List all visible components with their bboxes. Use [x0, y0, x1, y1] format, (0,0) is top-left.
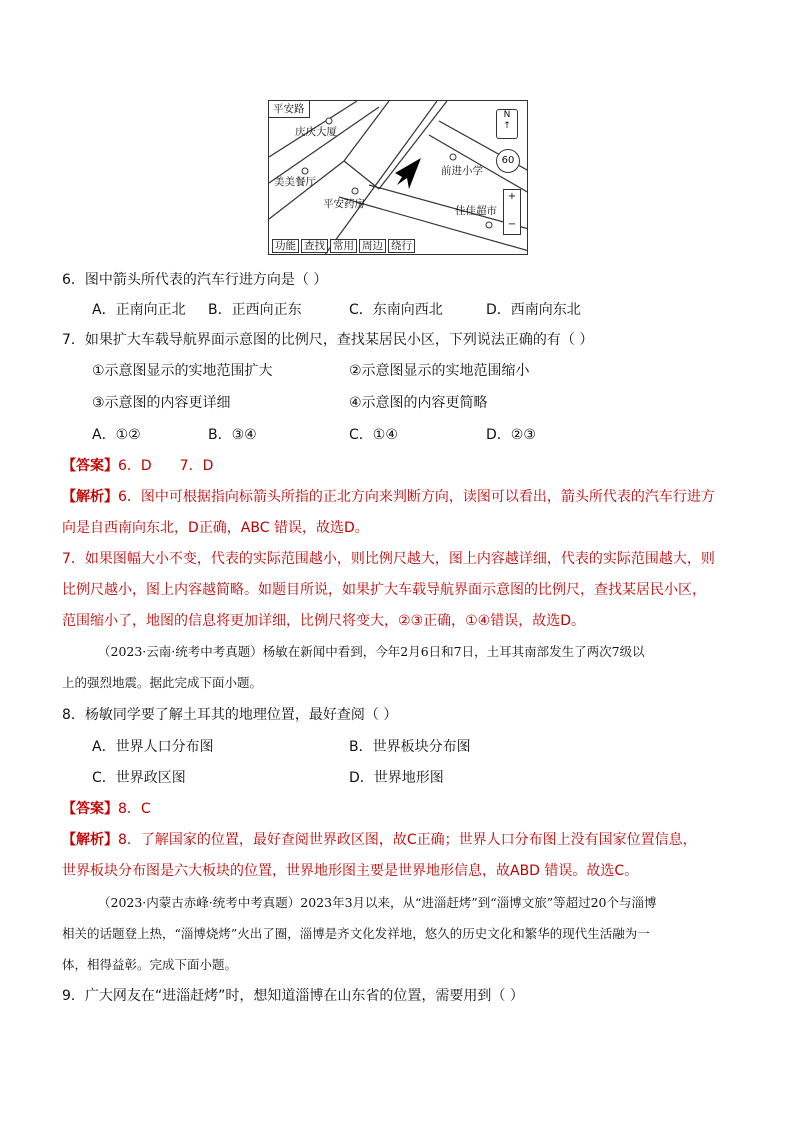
q8-option-d: D．世界地形图: [349, 770, 444, 786]
intro-3-line-3: 体，相得益彰。完成下面小题。: [62, 957, 238, 972]
toolbar-detour-button[interactable]: 绕行: [388, 239, 415, 253]
intro-3-line-2: 相关的话题登上热，“淄博烧烤”火出了圈，淄博是齐文化发祥地，悠久的历史文化和繁华的现代生活融为一: [62, 926, 650, 941]
analysis-line-5: 范围缩小了，地图的信息将更加详细，比例尺将变大，②③正确，①④错误，故选D。: [62, 613, 585, 629]
q8-option-c: C．世界政区图: [92, 770, 186, 786]
place-meimei-restaurant: 美美餐厅: [274, 176, 316, 188]
q7-option-b: B．③④: [208, 427, 257, 443]
q7-statement-3: ③示意图的内容更详细: [92, 395, 231, 411]
q6-option-c: C．东南向西北: [349, 302, 443, 318]
question-6: 6．图中箭头所代表的汽车行进方向是（ ）: [62, 272, 328, 288]
map-toolbar: [272, 239, 415, 253]
road-label: 平安路: [269, 101, 310, 118]
q6-option-d: D．西南向东北: [486, 302, 581, 318]
speed-limit-sign: 60: [496, 149, 520, 173]
q8-option-b: B．世界板块分布图: [349, 739, 471, 755]
intro-3-line-1: （2023·内蒙古赤峰·统考中考真题）2023年3月以来，从“进淄赶烤”到“淄博文旅”等超过20个与淄博: [98, 895, 657, 910]
answer-block-2: [62, 799, 151, 819]
navigation-map-figure: [268, 100, 528, 255]
place-jiajia-market: 佳佳超市: [455, 205, 497, 217]
answer-tag: 【答案】: [62, 801, 118, 817]
zoom-control[interactable]: [503, 189, 521, 235]
toolbar-common-button[interactable]: 常用: [330, 239, 357, 253]
question-8: 8．杨敏同学要了解土耳其的地理位置，最好查阅（ ）: [62, 707, 398, 723]
question-9: 9．广大网友在“进淄赶烤”时，想知道淄博在山东省的位置，需要用到（ ）: [62, 988, 524, 1004]
answer-value: 8．C: [118, 801, 151, 817]
zoom-in-button[interactable]: +: [507, 191, 517, 202]
question-7: 7．如果扩大车载导航界面示意图的比例尺，查找某居民小区，下列说法正确的有（ ）: [62, 332, 594, 348]
answer-block-1: [62, 456, 213, 476]
toolbar-function-button[interactable]: 功能: [272, 239, 299, 253]
q6-option-b: B．正西向正东: [208, 302, 302, 318]
analysis-line-4: 比例尺越小，图上内容越简略。如题目所说，如果扩大车载导航界面示意图的比例尺，查找某居民小区，: [62, 582, 706, 598]
intro-2-line-2: 上的强烈地震。据此完成下面小题。: [62, 675, 263, 690]
q7-option-a: A．①②: [92, 427, 141, 443]
q8-option-a: A．世界人口分布图: [92, 739, 214, 755]
toolbar-nearby-button[interactable]: 周边: [359, 239, 386, 253]
answer-value: 6．D 7．D: [118, 458, 214, 474]
analysis-line-3: 7．如果图幅大小不变，代表的实际范围越小，则比例尺越大，图上内容越详细，代表的实际范围越大，则: [62, 551, 715, 567]
analysis-line-2: 向是自西南向东北，D正确，ABC 错误，故选D。: [62, 520, 369, 536]
analysis-2-line-2: 世界板块分布图是六大板块的位置，世界地形图主要是世界地形信息，故ABD 错误。故选C。: [62, 863, 639, 879]
intro-2-line-1: （2023·云南·统考中考真题）杨敏在新闻中看到，今年2月6日和7日，土耳其南部发生了两次7级以: [98, 644, 645, 659]
q7-option-d: D．②③: [486, 427, 536, 443]
analysis-tag: 【解析】: [62, 489, 118, 505]
q7-option-c: C．①④: [349, 427, 398, 443]
zoom-out-button[interactable]: −: [507, 219, 517, 230]
analysis-line-1: 【解析】6．图中可根据指向标箭头所指的正北方向来判断方向，读图可以看出，箭头所代表的汽车行进方: [62, 489, 715, 505]
place-qingqing-building: 庆庆大厦: [295, 126, 337, 138]
compass-north-icon: N ↑: [496, 109, 518, 139]
place-qianjin-school: 前进小学: [441, 165, 483, 177]
q7-statement-4: ④示意图的内容更简略: [349, 395, 488, 411]
q7-statement-1: ①示意图显示的实地范围扩大: [92, 363, 273, 379]
analysis-tag: 【解析】: [62, 832, 118, 848]
analysis-2-line-1: 【解析】8．了解国家的位置，最好查阅世界政区图，故C正确；世界人口分布图上没有国家位置信息，: [62, 832, 697, 848]
place-pingan-pharmacy: 平安药房: [323, 198, 365, 210]
toolbar-search-button[interactable]: 查找: [301, 239, 328, 253]
q7-statement-2: ②示意图显示的实地范围缩小: [349, 363, 530, 379]
answer-tag: 【答案】: [62, 458, 118, 474]
q6-option-a: A．正南向正北: [92, 302, 186, 318]
